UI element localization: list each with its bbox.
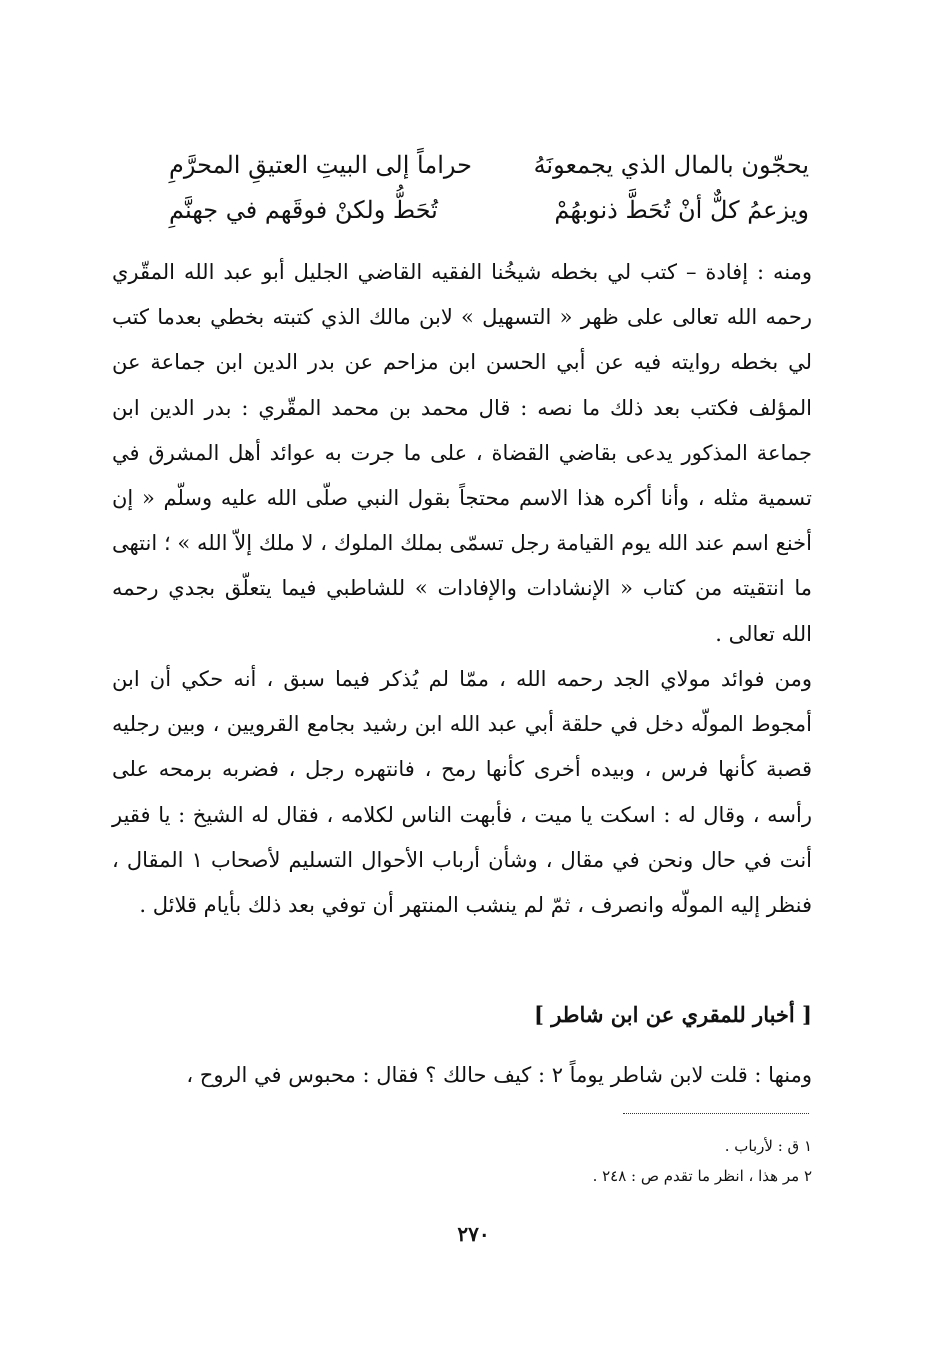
verse-1-first-hemistich: يحجّون بالمال الذي يجمعونَهُ: [533, 151, 809, 179]
footnotes: [112, 1131, 812, 1191]
section-heading: [ أخبار للمقري عن ابن شاطر ]: [533, 1002, 812, 1027]
verse-line-2: [169, 190, 809, 230]
verse-line-1: [169, 145, 809, 185]
verse-2-first-hemistich: ويزعمُ كلٌّ أنْ تُحَطَّ ذنوبهُمْ: [554, 196, 809, 224]
paragraph-fawaid: ومن فوائد مولاي الجد رحمه الله ، ممّا لم يُذكر فيما سبق ، أنه حكي أن ابن أمجوط المولّه دخل في حلقة أبي عبد الله ابن رشيد بجامع القرويين ، وبين رجليه قصبة كأنها فرس ، وبيده أخرى كأنها رمح ، فانتهره رجل ، فضربه برمحه على رأسه ، وقال له : اسكت يا ميت ، فأبهت الناس لكلامه ، فقال له الشيخ : يا فقير أنت في حال ونحن في مقال ، وشأن أرباب الأحوال التسليم لأصحاب ١ المقال ، فنظر إليه المولّه وانصرف ، ثمّ لم ينشب المنتهر أن توفي بعد ذلك بأيام قلائل .: [112, 667, 813, 918]
footnote-2: ٢ مر هذا ، انظر ما تقدم ص : ٢٤٨ .: [592, 1167, 812, 1185]
verse-1-second-hemistich: حراماً إلى البيتِ العتيقِ المحرَّمِ: [169, 151, 472, 179]
verse-2-second-hemistich: تُحَطُّ ولكنْ فوقَهم في جهنَّمِ: [169, 196, 438, 224]
paragraph-ifada: ومنه : إفادة – كتب لي بخطه شيخُنا الفقيه القاضي الجليل أبو عبد الله المقّري رحمه الله تعالى على ظهر « التسهيل » لابن مالك الذي كتبته بخطي بعدما كتب لي بخطه روايته فيه عن أبي الحسن ابن مزاحم عن بدر الدين ابن جماعة عن المؤلف فكتب بعد ذلك ما نصه : قال محمد بن محمد المقّري : بدر الدين ابن جماعة المذكور يدعى بقاضي القضاة ، على ما جرت به عوائد أهل المشرق في تسمية مثله ، وأنا أكره هذا الاسم محتجاً بقول النبي صلّى الله عليه وسلّم « إن أخنع اسم عند الله يوم القيامة رجل تسمّى بملك الملوك ، لا ملك إلاّ الله » ؛ انتهى ما انتقيته من كتاب « الإنشادات والإفادات » للشاطبي فيما يتعلّق بجدي رحمه الله تعالى .: [112, 260, 812, 646]
footnote-separator: [623, 1113, 809, 1114]
paragraph-ibn-shatir: ومنها : قلت لابن شاطر يوماً ٢ : كيف حالك ؟ فقال : محبوس في الروح ،: [186, 1063, 812, 1087]
page-number: ٢٧٠: [457, 1222, 490, 1246]
footnote-1: ١ ق : لأرباب .: [724, 1137, 812, 1155]
